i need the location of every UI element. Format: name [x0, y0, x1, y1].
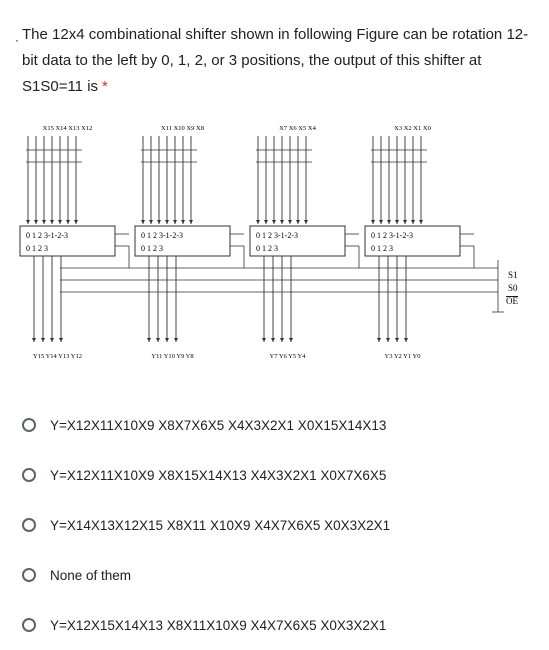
radio-button[interactable] [22, 618, 36, 632]
mux-inputs-label: 0 1 2 3-1-2-3 [371, 231, 413, 240]
mux-outputs-label: 0 1 2 3 [256, 244, 278, 253]
output-label: Y11 Y10 Y9 Y8 [151, 353, 194, 360]
question-label: ̣The 12x4 combinational shifter shown in following Figure can be rotation 12-bit data to the left by 0, 1, 2, or 3 positions, the output of this shifter at S1S0=11 is [22, 26, 529, 95]
control-labels [506, 270, 518, 306]
output-label: Y15 Y14 Y13 Y12 [33, 353, 82, 360]
answer-options [22, 400, 542, 650]
radio-button[interactable] [22, 468, 36, 482]
mux-inputs-label: 0 1 2 3-1-2-3 [141, 231, 183, 240]
question-text [22, 22, 540, 100]
required-asterisk: * [102, 78, 108, 95]
option-label: Y=X12X11X10X9 X8X7X6X5 X4X3X2X1 X0X15X14X13 [50, 417, 387, 433]
mux-inputs-label: 0 1 2 3-1-2-3 [256, 231, 298, 240]
option-label: Y=X12X11X10X9 X8X15X14X13 X4X3X2X1 X0X7X6X5 [50, 467, 387, 483]
option-2[interactable] [22, 450, 542, 500]
option-3[interactable] [22, 500, 542, 550]
option-label: None of them [50, 567, 132, 583]
mux-outputs-label: 0 1 2 3 [371, 244, 393, 253]
input-label: X3 X2 X1 X0 [394, 125, 431, 132]
input-label: X15 X14 X13 X12 [42, 125, 93, 132]
shifter-figure [0, 110, 549, 380]
mux-outputs-label: 0 1 2 3 [26, 244, 48, 253]
s1-label: S1 [508, 270, 518, 280]
option-label: Y=X14X13X12X15 X8X11 X10X9 X4X7X6X5 X0X3X2X1 [50, 517, 391, 533]
radio-button[interactable] [22, 418, 36, 432]
option-label: Y=X12X15X14X13 X8X11X10X9 X4X7X6X5 X0X3X2X1 [50, 617, 387, 633]
shifter-diagram [20, 125, 504, 360]
mux-inputs-label: 0 1 2 3-1-2-3 [26, 231, 68, 240]
option-5[interactable] [22, 600, 542, 650]
option-1[interactable] [22, 400, 542, 450]
radio-button[interactable] [22, 518, 36, 532]
input-label: X7 X6 X5 X4 [279, 125, 316, 132]
s0-label: S0 [508, 283, 518, 293]
mux-outputs-label: 0 1 2 3 [141, 244, 163, 253]
radio-button[interactable] [22, 568, 36, 582]
input-label: X11 X10 X9 X8 [161, 125, 204, 132]
output-label: Y3 Y2 Y1 Y0 [384, 353, 421, 360]
option-4[interactable] [22, 550, 542, 600]
oe-label: OE [506, 296, 518, 306]
output-label: Y7 Y6 Y5 Y4 [269, 353, 306, 360]
